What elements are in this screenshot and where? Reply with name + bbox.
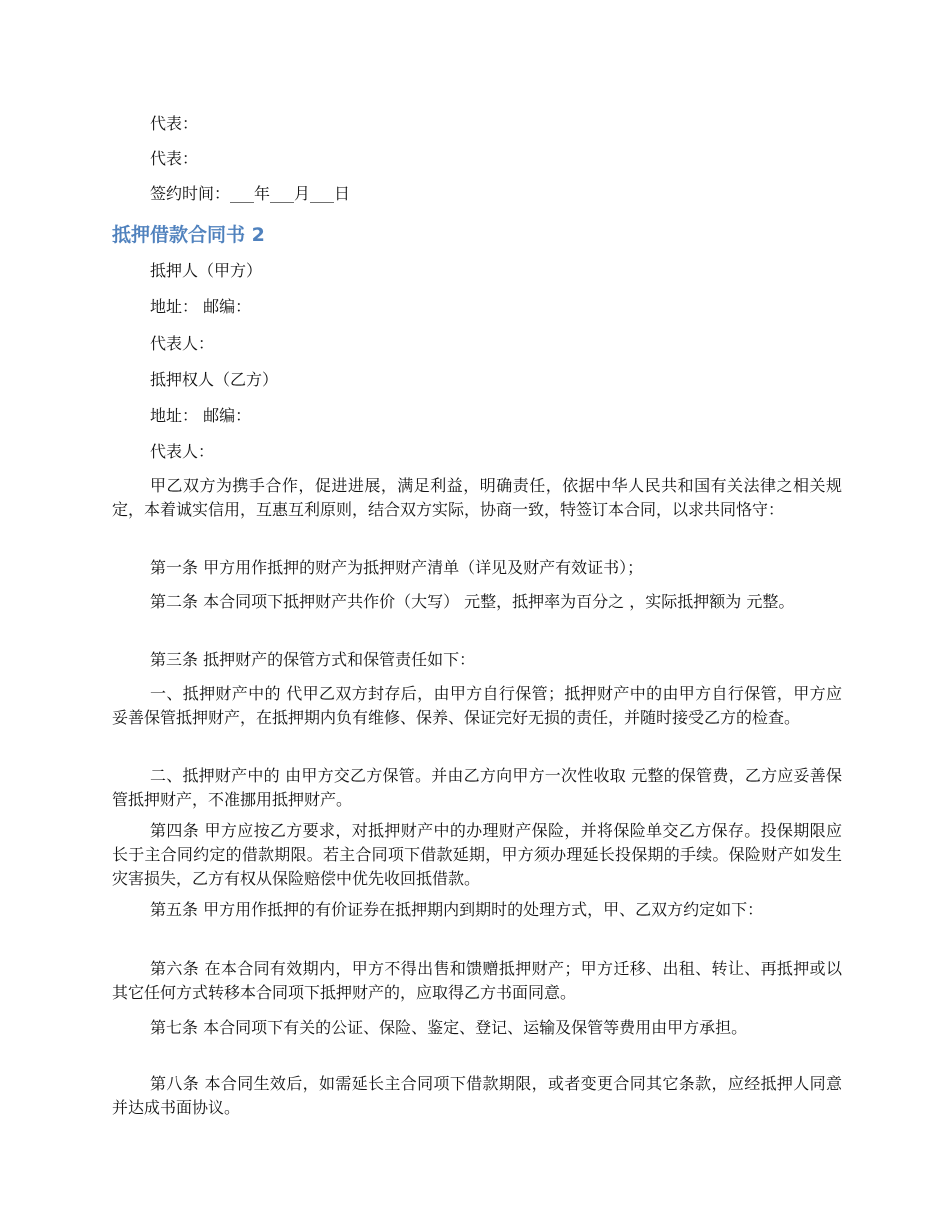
clause-3-item-2: 二、抵押财产中的 由甲方交乙方保管。并由乙方向甲方一次性收取 元整的保管费，乙方应妥善保管抵押财产，不准挪用抵押财产。 <box>112 766 842 809</box>
clause-5-paragraph: 第五条 甲方用作抵押的有价证券在抵押期内到期时的处理方式，甲、乙双方约定如下： <box>150 900 764 919</box>
clause-2-paragraph: 第二条 本合同项下抵押财产共作价（大写） 元整，抵押率为百分之 ，实际抵押额为 元整。 <box>150 592 795 611</box>
representative-line: 代表： <box>150 114 199 133</box>
clause-7-paragraph: 第七条 本合同项下有关的公证、保险、鉴定、登记、运输及保管等费用由甲方承担。 <box>150 1018 748 1037</box>
mortgagee-label: 抵押权人（乙方） <box>150 370 279 389</box>
clause-1-paragraph: 第一条 甲方用作抵押的财产为抵押财产清单（详见及财产有效证书）； <box>150 558 644 577</box>
clause-3-paragraph: 第三条 抵押财产的保管方式和保管责任如下： <box>150 650 476 669</box>
mortgagor-address: 地址： 邮编： <box>150 297 252 316</box>
mortgagee-address: 地址： 邮编： <box>150 406 252 425</box>
representative-line: 代表： <box>150 149 199 168</box>
mortgagor-label: 抵押人（甲方） <box>150 261 263 280</box>
clause-6-paragraph: 第六条 在本合同有效期内，甲方不得出售和馈赠抵押财产；甲方迁移、出租、转让、再抵押或以其它任何方式转移本合同项下抵押财产的，应取得乙方书面同意。 <box>112 959 842 1002</box>
clause-3-item-1: 一、抵押财产中的 代甲乙双方封存后，由甲方自行保管；抵押财产中的由甲方自行保管，甲方应妥善保管抵押财产，在抵押期内负有维修、保养、保证完好无损的责任，并随时接受乙方的检查。 <box>112 684 842 727</box>
preamble-paragraph: 甲乙双方为携手合作，促进进展，满足利益，明确责任，依据中华人民共和国有关法律之相关规定，本着诚实信用，互惠互利原则，结合双方实际，协商一致，特签订本合同，以求共同恪守： <box>112 476 842 519</box>
mortgagor-representative: 代表人： <box>150 334 215 353</box>
document-title: 抵押借款合同书 2 <box>112 224 265 246</box>
clause-8-paragraph: 第八条 本合同生效后，如需延长主合同项下借款期限，或者变更合同其它条款，应经抵押人同意并达成书面协议。 <box>112 1074 842 1117</box>
signing-date-line: 签约时间：___年___月___日 <box>150 184 351 203</box>
mortgagee-representative: 代表人： <box>150 442 215 461</box>
clause-4-paragraph: 第四条 甲方应按乙方要求，对抵押财产中的办理财产保险，并将保险单交乙方保存。投保期限应长于主合同约定的借款期限。若主合同项下借款延期，甲方须办理延长投保期的手续。保险财产如发生灾害损失，乙方有权从保险赔偿中优先收回抵借款。 <box>112 821 842 888</box>
